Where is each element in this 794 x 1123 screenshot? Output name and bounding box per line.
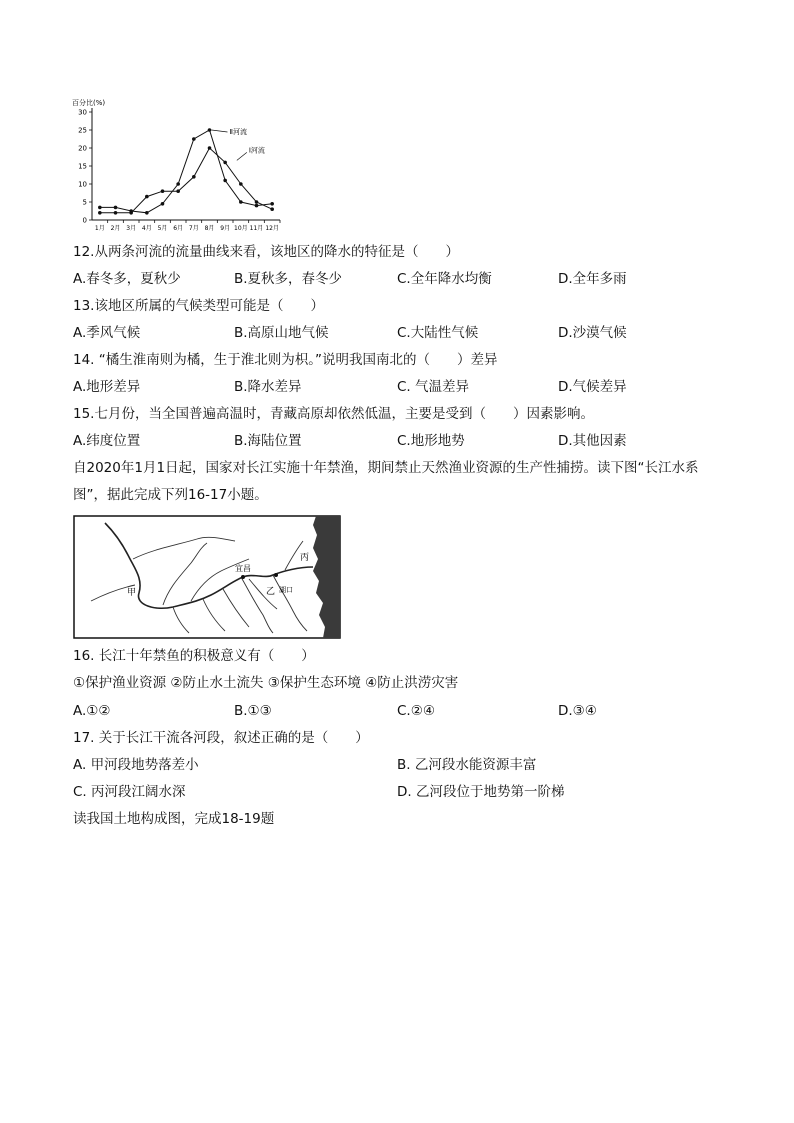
q17-option-c[interactable]: C. 丙河段江阔水深: [73, 784, 186, 800]
series-label-leader: [212, 130, 228, 132]
series-point-2: [208, 128, 212, 132]
series-point-1: [192, 175, 196, 179]
series-point-1: [161, 189, 165, 193]
q15-option-a[interactable]: A.纬度位置: [73, 433, 141, 449]
series-point-2: [255, 204, 259, 208]
river-flow-chart: [70, 96, 285, 236]
y-tick-label: 5: [82, 198, 87, 207]
x-tick-label: 9月: [220, 225, 231, 232]
x-tick-label: 3月: [126, 225, 137, 232]
series-point-2: [270, 202, 274, 206]
q16-stem: 16. 长江十年禁鱼的积极意义有（ ）: [73, 648, 315, 664]
q13-option-b[interactable]: B.高原山地气候: [234, 325, 329, 341]
q14-stem: 14. “橘生淮南则为橘，生于淮北则为枳。”说明我国南北的（ ）差异: [73, 352, 498, 368]
q14-option-c[interactable]: C. 气温差异: [397, 379, 470, 395]
x-tick-label: 2月: [110, 225, 121, 232]
series-point-1: [208, 146, 212, 150]
series-point-1: [223, 161, 227, 165]
q13-stem: 13.该地区所属的气候类型可能是（ ）: [73, 298, 324, 314]
series-point-1: [145, 195, 149, 199]
series-point-2: [176, 182, 180, 186]
series-point-2: [114, 206, 118, 210]
series-point-2: [161, 202, 165, 206]
q12-stem: 12.从两条河流的流量曲线来看，该地区的降水的特征是（ ）: [73, 244, 459, 260]
series-point-1: [255, 200, 259, 204]
q12-option-c[interactable]: C.全年降水均衡: [397, 271, 492, 287]
chart-plot-area: [78, 108, 280, 232]
series-point-2: [192, 137, 196, 141]
q12-option-d[interactable]: D.全年多雨: [558, 271, 627, 287]
x-tick-label: 7月: [188, 225, 199, 232]
x-tick-label: 8月: [204, 225, 215, 232]
intro-16-17-line1: 自2020年1月1日起，国家对长江实施十年禁渔，期间禁止天然渔业资源的生产性捕捞。读下图“长江水系: [73, 460, 699, 476]
q17-option-a[interactable]: A. 甲河段地势落差小: [73, 757, 199, 773]
series-point-1: [270, 207, 274, 211]
intro-16-17-line2: 图”，据此完成下列16-17小题。: [73, 487, 268, 503]
q15-option-c[interactable]: C.地形地势: [397, 433, 465, 449]
q14-option-a[interactable]: A.地形差异: [73, 379, 141, 395]
series-point-1: [176, 189, 180, 193]
y-tick-label: 0: [82, 216, 87, 225]
x-tick-label: 1月: [94, 225, 105, 232]
q12-option-b[interactable]: B.夏秋多，春冬少: [234, 271, 343, 287]
series-label-leader: [237, 152, 247, 160]
yichang-dot: [241, 575, 245, 579]
q15-option-d[interactable]: D.其他因素: [558, 433, 627, 449]
y-tick-label: 10: [78, 180, 87, 189]
y-tick-label: 15: [78, 162, 87, 171]
x-tick-label: 11月: [249, 225, 264, 232]
q16-statements: ①保护渔业资源 ②防止水土流失 ③保护生态环境 ④防止洪涝灾害: [73, 675, 459, 691]
x-tick-label: 5月: [157, 225, 168, 232]
series-point-1: [239, 182, 243, 186]
y-tick-label: 20: [78, 144, 87, 153]
x-tick-label: 4月: [141, 225, 152, 232]
series-point-1: [114, 211, 118, 215]
series-line-2: [100, 130, 272, 213]
q13-option-a[interactable]: A.季风气候: [73, 325, 141, 341]
map-label-hukou: 湖口: [279, 586, 293, 594]
series-point-2: [145, 211, 149, 215]
series-point-2: [239, 200, 243, 204]
q14-option-d[interactable]: D.气候差异: [558, 379, 627, 395]
chart-ylabel: 百分比(%): [72, 99, 106, 107]
y-tick-label: 30: [78, 108, 87, 117]
q17-option-d[interactable]: D. 乙河段位于地势第一阶梯: [397, 784, 565, 800]
q16-option-c[interactable]: C.②④: [397, 703, 435, 719]
map-label-yi: 乙: [266, 587, 276, 597]
x-tick-label: 10月: [234, 225, 248, 232]
x-tick-label: 12月: [265, 225, 279, 232]
hukou-dot: [274, 573, 278, 577]
q13-option-c[interactable]: C.大陆性气候: [397, 325, 479, 341]
y-tick-label: 25: [78, 126, 87, 135]
q16-option-b[interactable]: B.①③: [234, 703, 272, 719]
series-point-2: [223, 179, 227, 183]
series-point-2: [98, 206, 102, 210]
series-point-1: [98, 211, 102, 215]
intro-18-19: 读我国土地构成图，完成18-19题: [73, 811, 275, 827]
series-label: Ⅱ河流: [229, 128, 247, 136]
series-label: Ⅰ河流: [248, 146, 265, 155]
q14-option-b[interactable]: B.降水差异: [234, 379, 302, 395]
map-label-bing: 丙: [300, 553, 310, 563]
q12-option-a[interactable]: A.春冬多，夏秋少: [73, 271, 181, 287]
q16-option-a[interactable]: A.①②: [73, 703, 111, 719]
map-label-yichang: 宜昌: [235, 564, 251, 573]
q17-stem: 17. 关于长江干流各河段，叙述正确的是（ ）: [73, 730, 369, 746]
x-tick-label: 6月: [173, 225, 184, 232]
q13-option-d[interactable]: D.沙漠气候: [558, 325, 627, 341]
q17-option-b[interactable]: B. 乙河段水能资源丰富: [397, 757, 537, 773]
map-label-jia: 甲: [127, 588, 137, 598]
yangtze-river-map: [73, 515, 341, 639]
q15-stem: 15.七月份，当全国普遍高温时，青藏高原却依然低温，主要是受到（ ）因素影响。: [73, 406, 594, 422]
q15-option-b[interactable]: B.海陆位置: [234, 433, 302, 449]
series-point-2: [129, 209, 133, 213]
q16-option-d[interactable]: D.③④: [558, 703, 597, 719]
